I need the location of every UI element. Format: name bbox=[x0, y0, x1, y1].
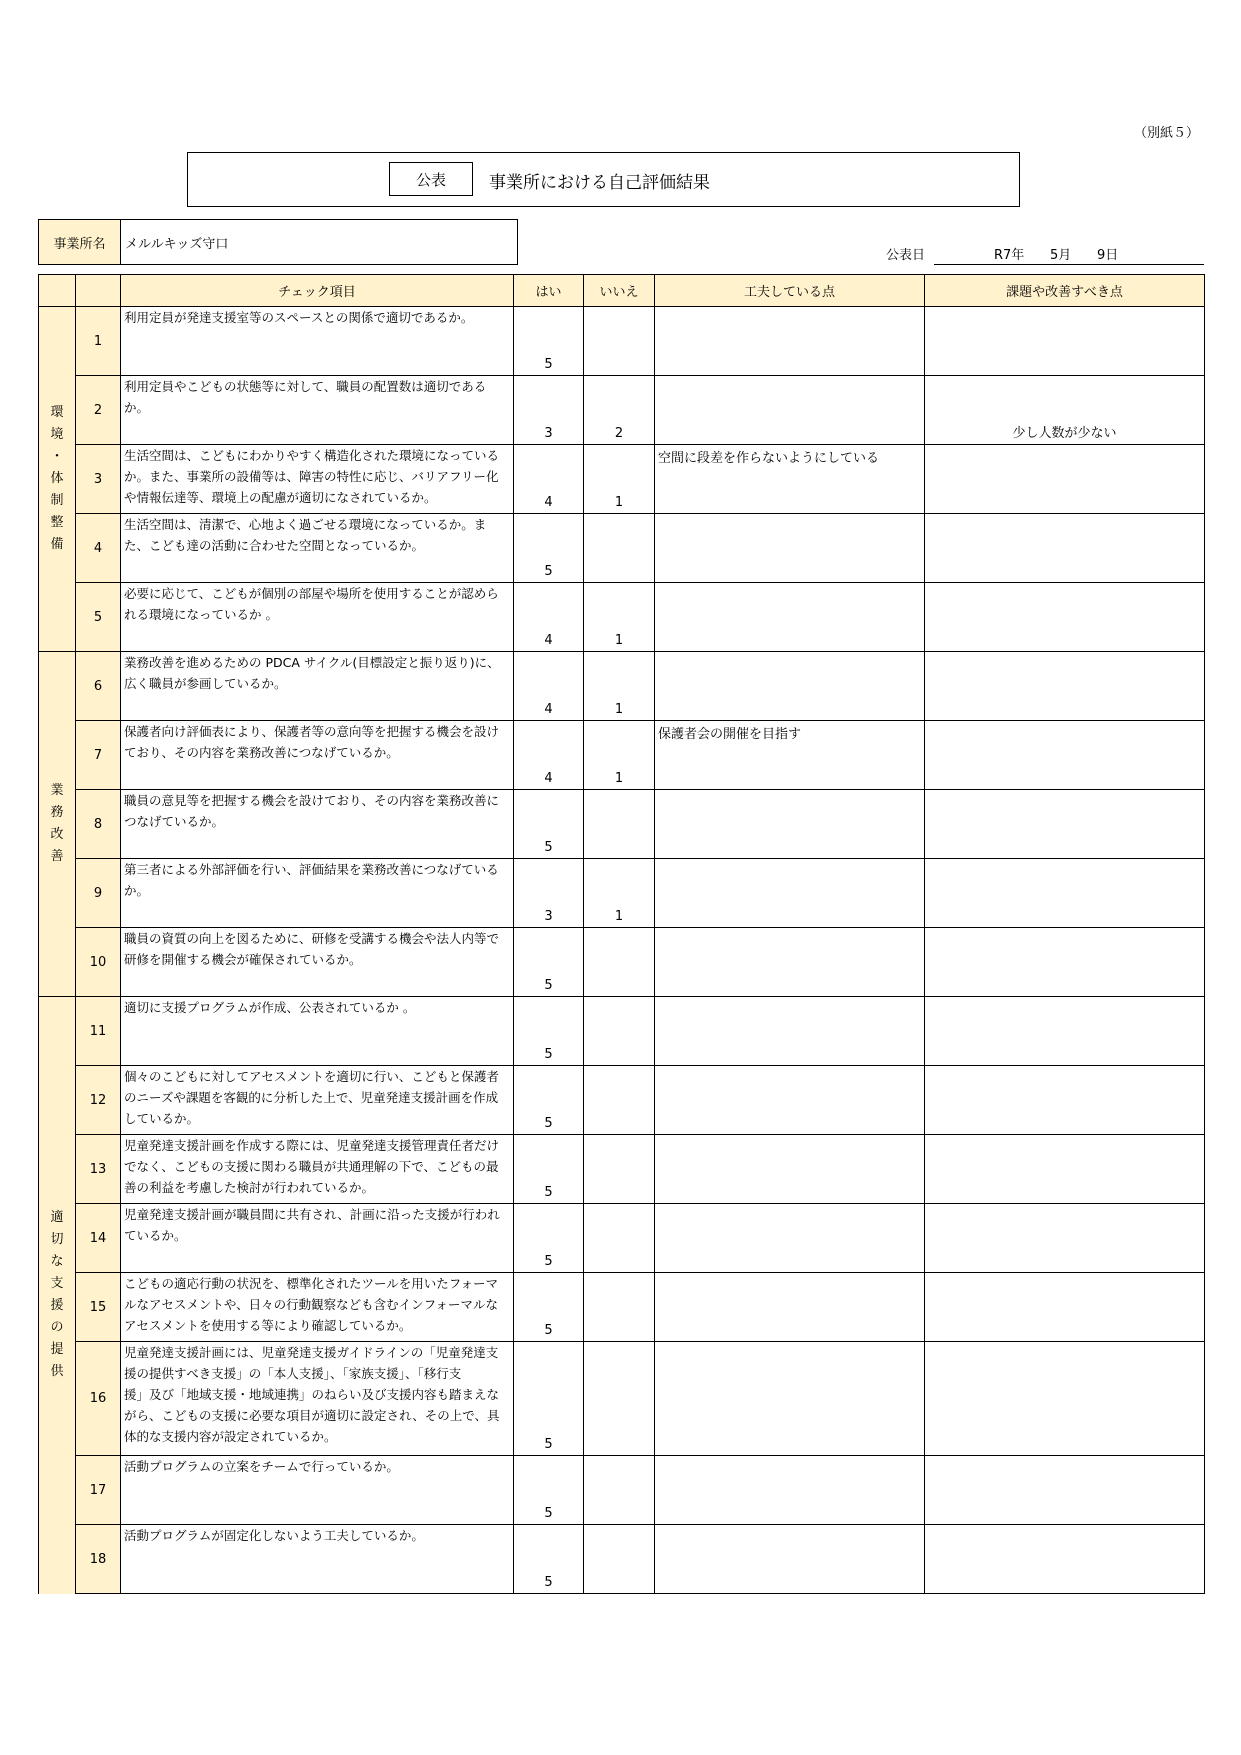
issue-cell bbox=[925, 790, 1205, 859]
yes-cell bbox=[514, 652, 584, 721]
check-item bbox=[121, 1204, 514, 1273]
header-yes: はい bbox=[514, 275, 584, 307]
row-number: 14 bbox=[76, 1204, 121, 1273]
no-cell bbox=[584, 1273, 655, 1342]
issue-cell bbox=[925, 1204, 1205, 1273]
check-item bbox=[121, 583, 514, 652]
check-item bbox=[121, 1456, 514, 1525]
yes-cell bbox=[514, 1135, 584, 1204]
publication-date-underline bbox=[934, 264, 1204, 265]
check-item bbox=[121, 859, 514, 928]
check-item-line: 職員の資質の向上を図るために、研修を受講する機会や法人内等で bbox=[124, 931, 500, 946]
good-point-cell bbox=[655, 1066, 925, 1135]
check-item-line: つなげているか。 bbox=[124, 814, 225, 829]
no-count: 1 bbox=[614, 633, 624, 648]
good-point-cell bbox=[655, 859, 925, 928]
issue-cell bbox=[925, 1525, 1205, 1594]
check-item-line: か。 bbox=[124, 400, 150, 415]
check-item-line: 児童発達支援計画を作成する際には、児童発達支援管理責任者だけ bbox=[124, 1138, 500, 1153]
no-cell bbox=[584, 1135, 655, 1204]
yes-count: 4 bbox=[544, 702, 553, 717]
check-item bbox=[121, 997, 514, 1066]
yes-cell bbox=[514, 1456, 584, 1525]
check-item-line: 利用定員やこどもの状態等に対して、職員の配置数は適切である bbox=[124, 379, 487, 394]
yes-count: 5 bbox=[544, 564, 553, 579]
publication-date-label: 公表日 bbox=[886, 248, 926, 263]
no-cell bbox=[584, 376, 655, 445]
row-number: 11 bbox=[76, 997, 121, 1066]
check-item-line: 業務改善を進めるための PDCA サイクル(目標設定と振り返り)に、 bbox=[124, 655, 500, 670]
issue-cell bbox=[925, 1456, 1205, 1525]
public-badge: 公表 bbox=[389, 162, 473, 196]
yes-count: 5 bbox=[544, 1116, 553, 1131]
check-item-line: ているか。 bbox=[124, 1228, 187, 1243]
check-item-line: 活動プログラムの立案をチームで行っているか。 bbox=[124, 1459, 399, 1474]
check-item-line: 援の提供すべき支援」の「本人支援」、「家族支援」、「移行支 bbox=[124, 1366, 462, 1381]
yes-cell bbox=[514, 790, 584, 859]
yes-count: 4 bbox=[544, 495, 553, 510]
yes-count: 4 bbox=[544, 771, 553, 786]
check-item-line: 善の利益を考慮した検討が行われているか。 bbox=[124, 1180, 375, 1195]
good-point-text: 保護者会の開催を目指す bbox=[658, 727, 802, 742]
check-item bbox=[121, 514, 514, 583]
issue-cell bbox=[925, 1135, 1205, 1204]
yes-count: 3 bbox=[544, 909, 553, 924]
header-good-points: 工夫している点 bbox=[655, 275, 925, 307]
check-item-line: か。また、事業所の設備等は、障害の特性に応じ、バリアフリー化 bbox=[124, 469, 499, 484]
yes-cell bbox=[514, 1342, 584, 1456]
category-cell bbox=[39, 307, 76, 652]
table-header-row bbox=[39, 275, 1205, 307]
check-item-line: 適切に支援プログラムが作成、公表されているか 。 bbox=[124, 1000, 416, 1015]
category-char: 務 bbox=[50, 805, 64, 820]
yes-cell bbox=[514, 583, 584, 652]
check-item-line: 援」及び「地域支援・地域連携」のねらい及び支援内容も踏まえな bbox=[124, 1387, 500, 1402]
yes-count: 5 bbox=[544, 1254, 553, 1269]
issue-cell bbox=[925, 1066, 1205, 1135]
yes-cell bbox=[514, 997, 584, 1066]
office-box bbox=[38, 219, 518, 265]
no-count: 1 bbox=[614, 702, 624, 717]
yes-cell bbox=[514, 445, 584, 514]
yes-count: 5 bbox=[544, 840, 553, 855]
check-item-line: がら、こどもの支援に必要な項目が適切に設定され、その上で、具 bbox=[124, 1408, 500, 1423]
no-cell bbox=[584, 859, 655, 928]
good-point-cell bbox=[655, 307, 925, 376]
issue-cell bbox=[925, 514, 1205, 583]
category-char: 整 bbox=[50, 515, 64, 530]
no-cell bbox=[584, 652, 655, 721]
good-point-text: 空間に段差を作らないようにしている bbox=[658, 451, 880, 466]
document-title: 事業所における自己評価結果 bbox=[489, 173, 710, 193]
header-blank-number bbox=[76, 275, 121, 307]
header-issues: 課題や改善すべき点 bbox=[925, 275, 1205, 307]
header-blank-category bbox=[39, 275, 76, 307]
check-item-line: 児童発達支援計画が職員間に共有され、計画に沿った支援が行われ bbox=[124, 1207, 500, 1222]
no-cell bbox=[584, 1204, 655, 1273]
yes-cell bbox=[514, 1525, 584, 1594]
good-point-cell bbox=[655, 1135, 925, 1204]
table-row bbox=[39, 997, 1205, 1066]
good-point-cell bbox=[655, 721, 925, 790]
check-item-line: のニーズや課題を客観的に分析した上で、児童発達支援計画を作成 bbox=[124, 1090, 499, 1105]
publication-year: R7年 bbox=[994, 248, 1025, 263]
table-row bbox=[39, 721, 1205, 790]
no-count: 1 bbox=[614, 909, 624, 924]
check-item-line: た、こども達の活動に合わせた空間となっているか。 bbox=[124, 538, 425, 553]
no-cell bbox=[584, 790, 655, 859]
check-item-line: や情報伝達等、環境上の配慮が適切になされているか。 bbox=[124, 490, 437, 505]
no-cell bbox=[584, 997, 655, 1066]
check-item-line: 広く職員が参画しているか。 bbox=[124, 676, 287, 691]
yes-cell bbox=[514, 307, 584, 376]
table-row bbox=[39, 1273, 1205, 1342]
check-item bbox=[121, 721, 514, 790]
category-char: 善 bbox=[50, 849, 64, 864]
table-row bbox=[39, 514, 1205, 583]
good-point-cell bbox=[655, 514, 925, 583]
check-item-line: でなく、こどもの支援に関わる職員が共通理解の下で、こどもの最 bbox=[124, 1159, 499, 1174]
row-number: 1 bbox=[76, 307, 121, 376]
table-row bbox=[39, 583, 1205, 652]
issue-cell bbox=[925, 1273, 1205, 1342]
check-item bbox=[121, 1066, 514, 1135]
row-number: 6 bbox=[76, 652, 121, 721]
check-item bbox=[121, 928, 514, 997]
table-row bbox=[39, 445, 1205, 514]
category-char: ・ bbox=[50, 449, 64, 464]
annex-label: （別紙５） bbox=[1134, 126, 1200, 141]
no-cell bbox=[584, 514, 655, 583]
category-char: な bbox=[50, 1254, 64, 1270]
header-check-item: チェック項目 bbox=[121, 275, 514, 307]
table-row bbox=[39, 859, 1205, 928]
issue-cell bbox=[925, 376, 1205, 445]
check-item bbox=[121, 1342, 514, 1456]
category-char: 環 bbox=[50, 405, 64, 420]
category-char: 体 bbox=[50, 471, 64, 486]
check-item bbox=[121, 790, 514, 859]
category-char: 制 bbox=[50, 493, 64, 508]
issue-cell bbox=[925, 307, 1205, 376]
check-item-line: 職員の意見等を把握する機会を設けており、その内容を業務改善に bbox=[124, 793, 500, 808]
no-cell bbox=[584, 1342, 655, 1456]
table-row bbox=[39, 307, 1205, 376]
category-char: の bbox=[50, 1320, 64, 1336]
check-item bbox=[121, 376, 514, 445]
row-number: 3 bbox=[76, 445, 121, 514]
category-char: 備 bbox=[50, 537, 64, 552]
issue-cell bbox=[925, 1342, 1205, 1456]
good-point-cell bbox=[655, 652, 925, 721]
table-row bbox=[39, 1066, 1205, 1135]
yes-count: 4 bbox=[544, 633, 553, 648]
yes-count: 5 bbox=[544, 1506, 553, 1521]
yes-count: 5 bbox=[544, 978, 553, 993]
check-item-line: 体的な支援内容が設定されているか。 bbox=[124, 1429, 337, 1444]
table-row bbox=[39, 928, 1205, 997]
row-number: 4 bbox=[76, 514, 121, 583]
check-item-line: 研修を開催する機会が確保されているか。 bbox=[124, 952, 362, 967]
check-item-line: ルなアセスメントや、日々の行動観察なども含むインフォーマルな bbox=[124, 1297, 499, 1312]
check-item-line: 児童発達支援計画には、児童発達支援ガイドラインの「児童発達支 bbox=[124, 1345, 499, 1360]
check-item-line: 個々のこどもに対してアセスメントを適切に行い、こどもと保護者 bbox=[124, 1069, 499, 1084]
check-item-line: しているか。 bbox=[124, 1111, 200, 1126]
row-number: 5 bbox=[76, 583, 121, 652]
no-cell bbox=[584, 1066, 655, 1135]
good-point-cell bbox=[655, 1525, 925, 1594]
category-char: 供 bbox=[50, 1364, 64, 1380]
yes-cell bbox=[514, 928, 584, 997]
check-item-line: 生活空間は、こどもにわかりやすく構造化された環境になっている bbox=[124, 448, 500, 463]
check-item bbox=[121, 445, 514, 514]
table-row bbox=[39, 1135, 1205, 1204]
header-no: いいえ bbox=[584, 275, 655, 307]
row-number: 2 bbox=[76, 376, 121, 445]
evaluation-table bbox=[38, 274, 1205, 1594]
row-number: 12 bbox=[76, 1066, 121, 1135]
no-cell bbox=[584, 307, 655, 376]
check-item-line: れる環境になっているか 。 bbox=[124, 607, 278, 622]
category-char: 業 bbox=[50, 783, 64, 798]
check-item bbox=[121, 307, 514, 376]
yes-count: 5 bbox=[544, 1047, 553, 1062]
yes-count: 5 bbox=[544, 1437, 553, 1452]
yes-cell bbox=[514, 1066, 584, 1135]
category-cell bbox=[39, 997, 76, 1594]
good-point-cell bbox=[655, 790, 925, 859]
yes-cell bbox=[514, 1204, 584, 1273]
good-point-cell bbox=[655, 376, 925, 445]
check-item-line: ており、その内容を業務改善につなげているか。 bbox=[124, 745, 399, 760]
yes-count: 5 bbox=[544, 1185, 553, 1200]
good-point-cell bbox=[655, 928, 925, 997]
office-name: メルルキッズ守口 bbox=[125, 236, 229, 252]
check-item-line: こどもの適応行動の状況を、標準化されたツールを用いたフォーマ bbox=[124, 1276, 499, 1291]
publication-day: 9日 bbox=[1097, 248, 1119, 263]
check-item-line: 生活空間は、清潔で、心地よく過ごせる環境になっているか。ま bbox=[124, 517, 487, 532]
check-item-line: 第三者による外部評価を行い、評価結果を業務改善につなげている bbox=[124, 862, 499, 877]
check-item-line: か。 bbox=[124, 883, 150, 898]
good-point-cell bbox=[655, 583, 925, 652]
good-point-cell bbox=[655, 1204, 925, 1273]
table-row bbox=[39, 1525, 1205, 1594]
publication-month: 5月 bbox=[1050, 248, 1072, 263]
row-number: 7 bbox=[76, 721, 121, 790]
table-row bbox=[39, 1342, 1205, 1456]
check-item bbox=[121, 652, 514, 721]
no-cell bbox=[584, 445, 655, 514]
row-number: 8 bbox=[76, 790, 121, 859]
no-cell bbox=[584, 1456, 655, 1525]
check-item-line: 利用定員が発達支援室等のスペースとの関係で適切であるか。 bbox=[124, 310, 474, 325]
category-char: 改 bbox=[50, 827, 64, 842]
category-char: 援 bbox=[50, 1298, 64, 1314]
yes-count: 5 bbox=[544, 1575, 553, 1590]
check-item bbox=[121, 1135, 514, 1204]
check-item-line: 保護者向け評価表により、保護者等の意向等を把握する機会を設け bbox=[124, 724, 500, 739]
table-row bbox=[39, 790, 1205, 859]
issue-text: 少し人数が少ない bbox=[1012, 426, 1117, 441]
check-item-line: アセスメントを使用する等により確認しているか。 bbox=[124, 1318, 412, 1333]
check-item-line: 必要に応じて、こどもが個別の部屋や場所を使用することが認めら bbox=[124, 586, 499, 601]
check-item bbox=[121, 1273, 514, 1342]
yes-cell bbox=[514, 721, 584, 790]
table-row bbox=[39, 1204, 1205, 1273]
no-cell bbox=[584, 1525, 655, 1594]
row-number: 10 bbox=[76, 928, 121, 997]
yes-cell bbox=[514, 514, 584, 583]
issue-cell bbox=[925, 652, 1205, 721]
no-cell bbox=[584, 721, 655, 790]
table-row bbox=[39, 1456, 1205, 1525]
no-count: 1 bbox=[614, 495, 624, 510]
row-number: 15 bbox=[76, 1273, 121, 1342]
check-item bbox=[121, 1525, 514, 1594]
issue-cell bbox=[925, 928, 1205, 997]
table-row bbox=[39, 376, 1205, 445]
yes-count: 5 bbox=[544, 1323, 553, 1338]
category-char: 適 bbox=[50, 1210, 64, 1226]
yes-cell bbox=[514, 376, 584, 445]
yes-cell bbox=[514, 859, 584, 928]
good-point-cell bbox=[655, 1456, 925, 1525]
no-cell bbox=[584, 928, 655, 997]
category-char: 提 bbox=[50, 1342, 64, 1358]
no-cell bbox=[584, 583, 655, 652]
row-number: 17 bbox=[76, 1456, 121, 1525]
row-number: 16 bbox=[76, 1342, 121, 1456]
row-number: 13 bbox=[76, 1135, 121, 1204]
no-count: 1 bbox=[614, 771, 624, 786]
good-point-cell bbox=[655, 997, 925, 1066]
issue-cell bbox=[925, 859, 1205, 928]
check-item-line: 活動プログラムが固定化しないよう工夫しているか。 bbox=[124, 1528, 424, 1543]
yes-count: 5 bbox=[544, 357, 553, 372]
office-label: 事業所名 bbox=[39, 220, 121, 264]
yes-cell bbox=[514, 1273, 584, 1342]
good-point-cell bbox=[655, 445, 925, 514]
row-number: 9 bbox=[76, 859, 121, 928]
yes-count: 3 bbox=[544, 426, 553, 441]
category-cell bbox=[39, 652, 76, 997]
category-char: 切 bbox=[50, 1232, 64, 1248]
issue-cell bbox=[925, 721, 1205, 790]
no-count: 2 bbox=[614, 426, 624, 441]
good-point-cell bbox=[655, 1342, 925, 1456]
good-point-cell bbox=[655, 1273, 925, 1342]
row-number: 18 bbox=[76, 1525, 121, 1594]
issue-cell bbox=[925, 997, 1205, 1066]
issue-cell bbox=[925, 583, 1205, 652]
issue-cell bbox=[925, 445, 1205, 514]
category-char: 境 bbox=[50, 427, 64, 442]
table-row bbox=[39, 652, 1205, 721]
category-char: 支 bbox=[50, 1276, 64, 1292]
